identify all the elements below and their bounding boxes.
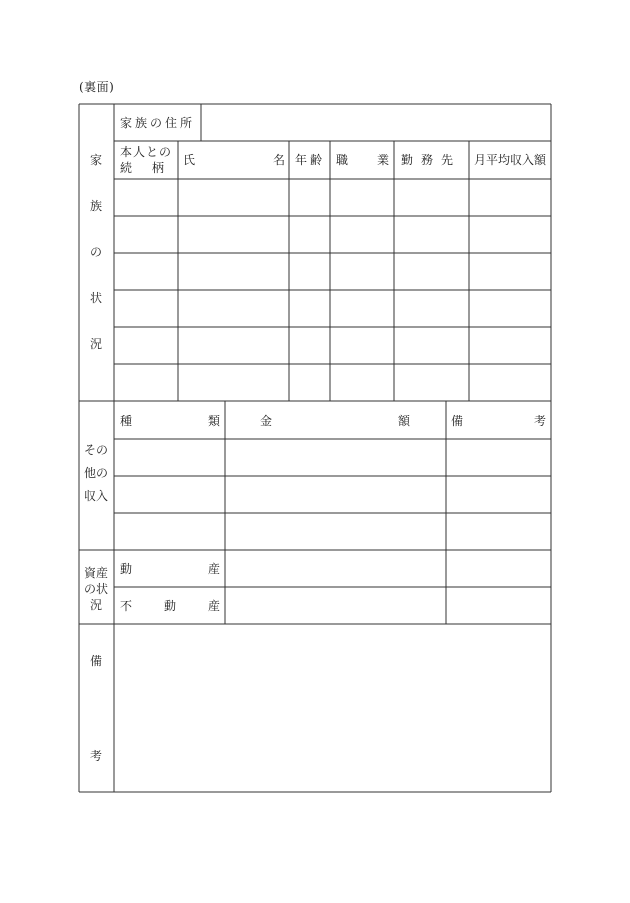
address-label: 家族の住所 (120, 116, 196, 130)
header-job-left: 職 (336, 153, 349, 167)
family-side-char: の (89, 245, 103, 259)
header-name-right: 名 (272, 153, 285, 167)
family-side-char: 況 (89, 337, 103, 351)
header-amount-left: 金 (260, 414, 273, 428)
family-side-char: 族 (89, 199, 103, 213)
other-income-side-line: その (83, 443, 109, 457)
assets-side-line: の状 (83, 582, 109, 596)
family-side-label (90, 152, 102, 351)
family-side-char: 状 (89, 291, 103, 305)
header-type-right: 類 (207, 414, 220, 428)
assets-side-label (84, 565, 108, 612)
page-label: (裏面) (79, 80, 115, 94)
header-relation-line2: 続 柄 (120, 161, 169, 175)
remarks-side-bottom: 考 (89, 749, 103, 763)
header-relation-line1: 本人との (120, 145, 173, 159)
header-name-left: 氏 (183, 153, 196, 167)
header-remarks-left: 備 (451, 414, 464, 428)
header-workplace: 勤務先 (400, 153, 462, 167)
remarks-side-top: 備 (89, 654, 103, 668)
header-job-right: 業 (376, 153, 389, 167)
asset-movable-right: 産 (207, 562, 220, 576)
asset-realestate-left: 不 (120, 599, 133, 613)
header-amount-right: 額 (397, 414, 410, 428)
header-type-left: 種 (120, 414, 133, 428)
header-remarks-right: 考 (533, 414, 546, 428)
header-income: 月平均収入額 (473, 153, 547, 167)
assets-side-line: 況 (89, 598, 103, 612)
asset-realestate-right: 産 (207, 599, 220, 613)
other-income-side-line: 他の (83, 466, 109, 480)
assets-side-line: 資産 (83, 566, 109, 580)
asset-movable-left: 動 (120, 562, 133, 576)
family-side-char: 家 (89, 153, 103, 167)
other-income-side-line: 収入 (83, 489, 109, 503)
asset-realestate-middle: 動 (163, 599, 177, 613)
other-income-side-label (84, 443, 108, 503)
header-age: 年齢 (294, 153, 326, 167)
